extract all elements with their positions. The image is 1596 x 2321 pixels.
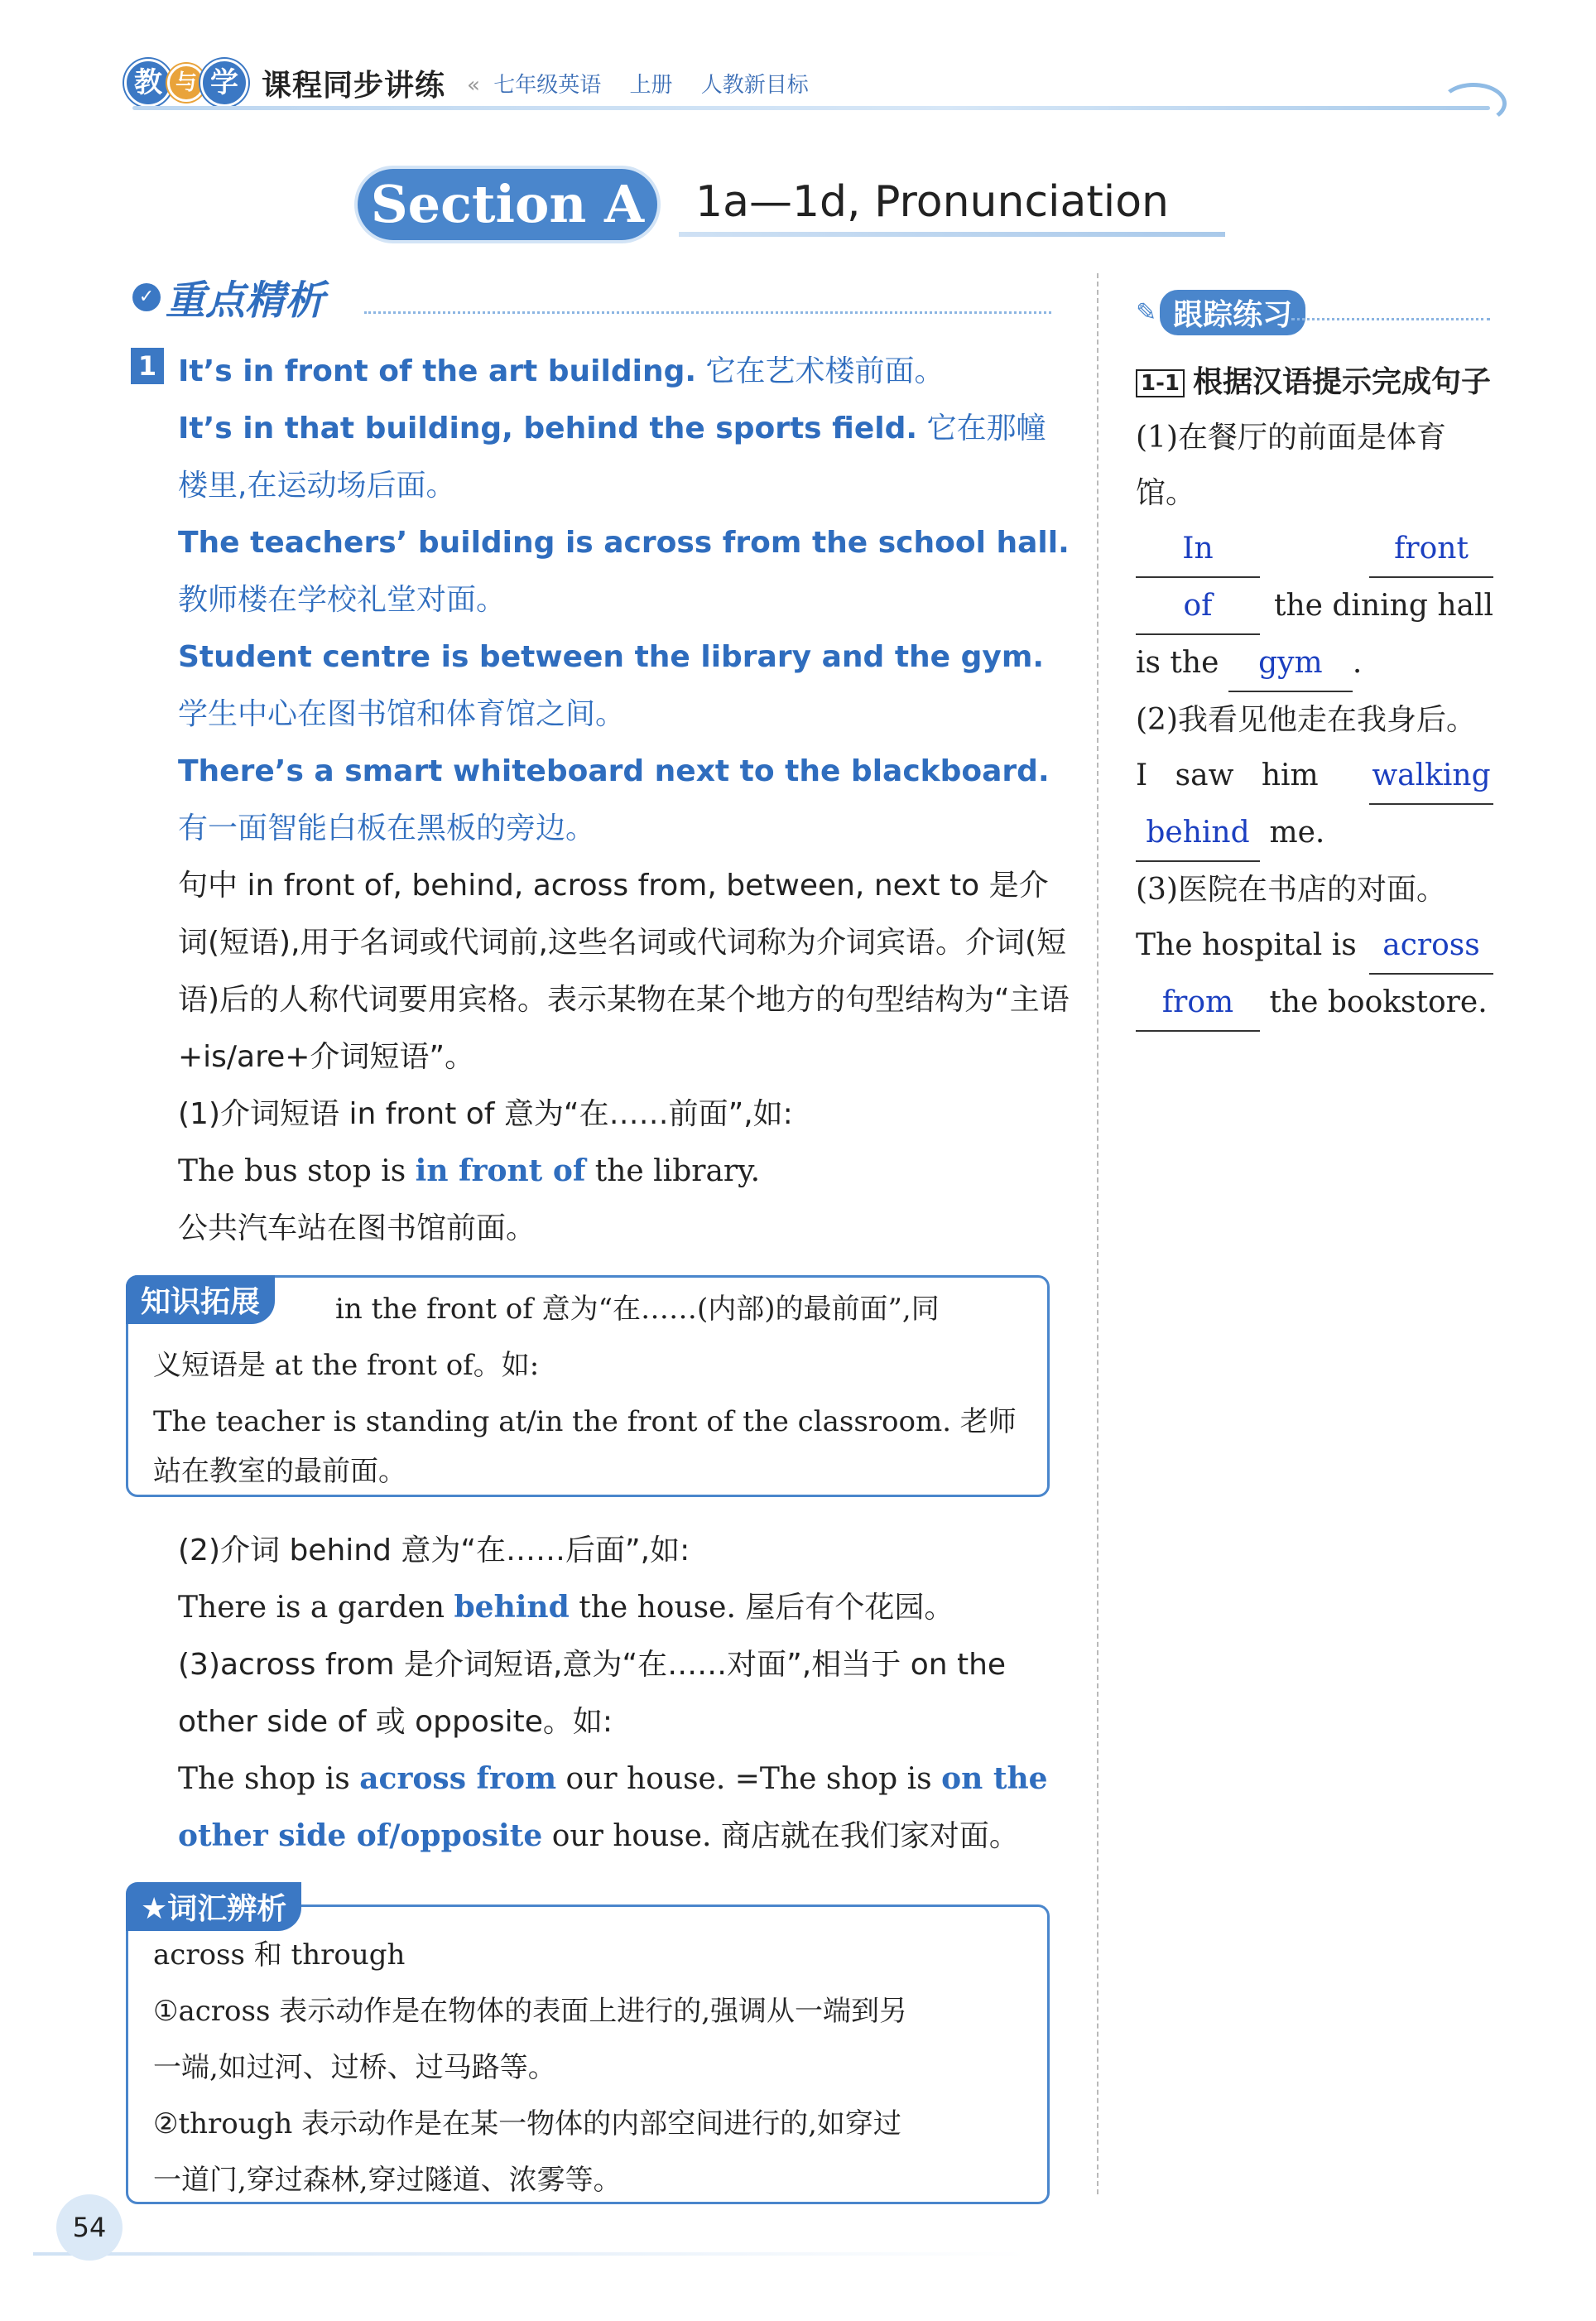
question-1-line xyxy=(1136,521,1493,578)
logo-char: 与 xyxy=(167,64,205,102)
box-tag: 知识拓展 xyxy=(126,1275,275,1324)
edition-label: 人教新目标 xyxy=(700,72,809,98)
key-points-header xyxy=(132,268,324,325)
sentence xyxy=(178,514,1072,628)
box-line: 站在教室的最前面。 xyxy=(153,1455,406,1488)
page-number: 54 xyxy=(56,2194,123,2261)
box-tag: ★词汇辨析 xyxy=(126,1882,301,1931)
highlight: in front of xyxy=(415,1153,586,1188)
volume-label: 上册 xyxy=(629,72,673,98)
explanation-continued xyxy=(178,1522,1072,1865)
question-text: me. xyxy=(1269,816,1325,850)
box-line: 一端,如过河、过桥、过马路等。 xyxy=(153,2051,556,2084)
point-1: (1)介词短语 in front of 意为“在……前面”,如: xyxy=(178,1097,793,1131)
sentence-zh: 它在艺术楼前面。 xyxy=(705,354,945,388)
key-points-title: 重点精析 xyxy=(166,277,325,324)
item-number: 1 xyxy=(131,348,164,384)
text: The shop is xyxy=(178,1762,360,1796)
sentence xyxy=(178,400,1072,514)
example-sentences xyxy=(178,343,1072,1257)
sentence-zh: 学生中心在图书馆和体育馆之间。 xyxy=(178,697,626,731)
answer-blank: of xyxy=(1136,578,1260,635)
example-1 xyxy=(178,1143,1072,1200)
question-1-prompt: (1)在餐厅的前面是体育馆。 xyxy=(1136,421,1446,510)
question-1-line: is the gym . xyxy=(1136,635,1493,692)
section-badge: Section A xyxy=(358,169,657,240)
question-3-line xyxy=(1136,917,1493,975)
vocabulary-distinction-box xyxy=(126,1892,1050,2204)
practice-header xyxy=(1136,290,1305,335)
series-title: 课程同步讲练 xyxy=(262,68,446,103)
example-3 xyxy=(178,1750,1072,1865)
highlight: on the other side of/opposite xyxy=(178,1761,1048,1853)
section-underline xyxy=(679,232,1225,237)
text: the house. 屋后有个花园。 xyxy=(569,1591,954,1625)
question-3-line xyxy=(1136,975,1493,1032)
answer-blank: from xyxy=(1136,975,1260,1032)
text: our house. 商店就在我们家对面。 xyxy=(542,1819,1019,1853)
question-1-line xyxy=(1136,578,1493,635)
box-line: in the front of 意为“在……(内部)的最前面”,同 xyxy=(335,1293,940,1326)
question-text: I saw him xyxy=(1136,758,1319,792)
column-divider xyxy=(1097,273,1098,2194)
text: our house. =The shop is xyxy=(556,1762,942,1796)
question-2-prompt: (2)我看见他走在我身后。 xyxy=(1136,703,1476,737)
sentence xyxy=(178,343,1072,400)
sentence xyxy=(178,628,1072,743)
sentence-en: There’s a smart whiteboard next to the blackboard. xyxy=(178,754,1050,788)
grade-label: 七年级英语 xyxy=(493,72,602,98)
answer-blank: In xyxy=(1136,521,1260,578)
sentence-zh: 它在那幢楼里,在运动场后面。 xyxy=(178,412,1046,503)
exercise-number: 1-1 xyxy=(1136,369,1185,397)
publisher-logo xyxy=(124,59,243,107)
text: There is a garden xyxy=(178,1591,454,1625)
box-line: 义短语是 at the front of。如: xyxy=(153,1349,540,1382)
box-line: ①across 表示动作是在物体的表面上进行的,强调从一端到另 xyxy=(153,1995,908,2028)
answer-blank: behind xyxy=(1136,805,1260,862)
answer-blank: walking xyxy=(1369,748,1493,805)
answer-blank: across xyxy=(1369,917,1493,975)
practice-rule xyxy=(1291,318,1490,320)
question-3-prompt: (3)医院在书店的对面。 xyxy=(1136,873,1446,907)
logo-char: 教 xyxy=(124,59,172,107)
knowledge-extension-box xyxy=(126,1275,1050,1497)
exercise-instruction: 根据汉语提示完成句子 xyxy=(1192,365,1491,399)
practice-title: 跟踪练习 xyxy=(1160,290,1305,335)
sentence-en: It’s in front of the art building. xyxy=(178,354,697,388)
sentence-zh: 教师楼在学校礼堂对面。 xyxy=(178,583,507,617)
header-divider xyxy=(132,106,1490,110)
point-3: (3)across from 是介词短语,意为“在……对面”,相当于 on the other side of 或 opposite。如: xyxy=(178,1648,1007,1739)
check-icon: ✓ xyxy=(132,283,161,311)
question-text: the bookstore. xyxy=(1269,985,1488,1019)
sentence-en: Student centre is between the library and the gym. xyxy=(178,640,1045,674)
question-2-line xyxy=(1136,805,1493,862)
box-line: across 和 through xyxy=(153,1938,406,1972)
box-content xyxy=(153,1927,907,2208)
book-info xyxy=(467,68,830,99)
sentence-en: The teachers’ building is across from the school hall. xyxy=(178,526,1070,560)
text: the library. xyxy=(585,1154,761,1188)
highlight: behind xyxy=(454,1590,570,1625)
answer-blank: front xyxy=(1369,521,1493,578)
page-header xyxy=(124,58,830,108)
question-text: is the xyxy=(1136,646,1219,680)
exercise-1-1 xyxy=(1136,354,1493,1032)
sentence xyxy=(178,743,1072,857)
footer-rule xyxy=(33,2252,1026,2256)
box-line: 一道门,穿过森林,穿过隧道、浓雾等。 xyxy=(153,2164,622,2197)
box-line: ②through 表示动作是在某一物体的内部空间进行的,如穿过 xyxy=(153,2107,901,2140)
example-1-translation: 公共汽车站在图书馆前面。 xyxy=(178,1211,536,1245)
question-2-line xyxy=(1136,748,1493,805)
logo-char: 学 xyxy=(200,59,248,107)
pencil-icon: ✎ xyxy=(1136,298,1157,327)
exercise-title xyxy=(1136,354,1493,410)
box-line: The teacher is standing at/in the front of the classroom. 老师 xyxy=(153,1405,1017,1438)
question-text: The hospital is xyxy=(1136,928,1357,962)
grammar-explanation: 句中 in front of, behind, across from, between, next to 是介词(短语),用于名词或代词前,这些名词或代词称为介词宾语。介词(短语)后的人称代词要用宾格。表示某物在某个地方的句型结构为“主语+is/are+介词短语”。 xyxy=(178,869,1070,1074)
key-points-rule xyxy=(364,311,1051,314)
answer-blank: gym xyxy=(1228,635,1353,692)
question-text: the dining hall xyxy=(1273,589,1493,623)
wave-ornament-icon xyxy=(1440,83,1507,124)
separator: « xyxy=(467,72,480,98)
highlight: across from xyxy=(359,1761,557,1796)
section-subtitle: 1a—1d, Pronunciation xyxy=(695,177,1169,227)
point-2: (2)介词 behind 意为“在……后面”,如: xyxy=(178,1534,690,1567)
sentence-zh: 有一面智能白板在黑板的旁边。 xyxy=(178,811,596,845)
sentence-en: It’s in that building, behind the sports field. xyxy=(178,412,918,445)
example-2 xyxy=(178,1579,1072,1636)
text: The bus stop is xyxy=(178,1154,416,1188)
